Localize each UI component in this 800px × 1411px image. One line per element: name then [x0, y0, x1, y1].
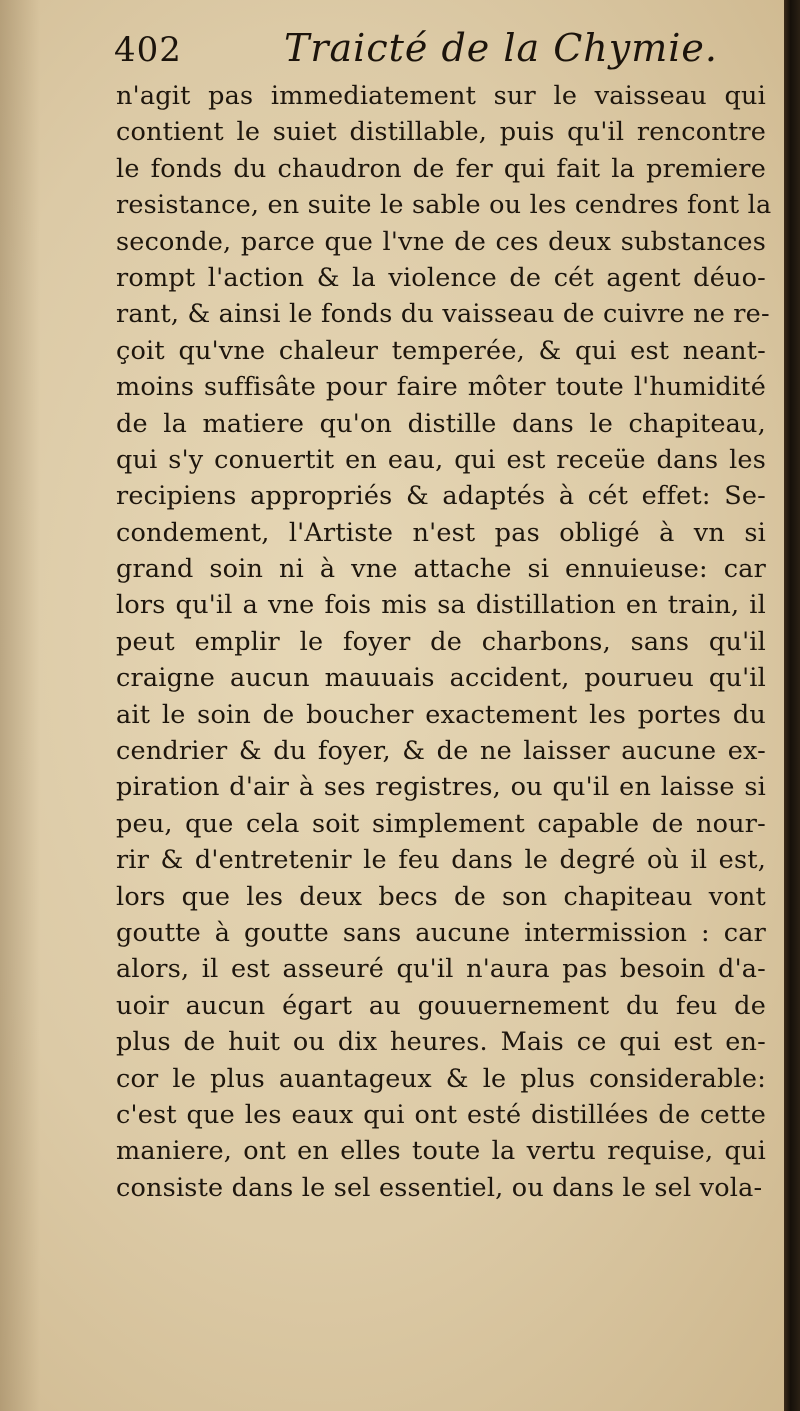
text-line: rompt l'action & la violence de cét agent déuo-: [116, 262, 766, 293]
text-line: alors, il est asseuré qu'il n'aura pas besoin d'a-: [116, 954, 766, 985]
text-line: de la matiere qu'on distille dans le chapiteau,: [116, 408, 766, 439]
text-line: contient le suiet distillable, puis qu'il rencontre: [116, 117, 766, 148]
text-line: lors qu'il a vne fois mis sa distillation en train, il: [116, 590, 766, 621]
text-line: peut emplir le foyer de charbons, sans qu'il: [116, 626, 766, 657]
text-line: craigne aucun mauuais accident, pourueu qu'il: [116, 663, 766, 694]
text-line: condement, l'Artiste n'est pas obligé à vn si: [116, 517, 766, 548]
text-line: plus de huit ou dix heures. Mais ce qui est en-: [116, 1027, 766, 1058]
page-header: [114, 22, 718, 82]
text-line: seconde, parce que l'vne de ces deux substances: [116, 226, 766, 257]
text-line: cor le plus auantageux & le plus considerable:: [116, 1063, 766, 1094]
page-number: 402: [114, 30, 182, 70]
text-line: lors que les deux becs de son chapiteau vont: [116, 881, 766, 912]
text-line: n'agit pas immediatement sur le vaisseau qui: [116, 81, 766, 111]
text-line: qui s'y conuertit en eau, qui est receüe dans les: [116, 444, 766, 475]
page-edge: [784, 0, 800, 1411]
text-line: maniere, ont en elles toute la vertu requise, qui: [116, 1136, 766, 1167]
text-line: le fonds du chaudron de fer qui fait la premiere: [116, 153, 766, 184]
text-line: uoir aucun égart au gouuernement du feu de: [116, 990, 766, 1021]
text-line: ait le soin de boucher exactement les portes du: [116, 699, 766, 730]
text-line: piration d'air à ses registres, ou qu'il en laisse si: [116, 772, 766, 803]
text-line: cendrier & du foyer, & de ne laisser aucune ex-: [116, 736, 766, 767]
text-line: rant, & ainsi le fonds du vaisseau de cuivre ne re-: [116, 299, 770, 330]
body-text: [116, 78, 772, 1206]
text-line: c'est que les eaux qui ont esté distillées de cette: [116, 1099, 766, 1130]
text-line: rir & d'entretenir le feu dans le degré où il est,: [116, 845, 766, 876]
text-line: consiste dans le sel essentiel, ou dans le sel vola-: [116, 1172, 763, 1203]
text-line: resistance, en suite le sable ou les cendres font la: [116, 190, 772, 221]
text-line: moins suffisâte pour faire môter toute l'humidité: [116, 372, 766, 403]
text-line: çoit qu'vne chaleur temperée, & qui est neant-: [116, 335, 766, 366]
text-line: grand soin ni à vne attache si ennuieuse: car: [116, 554, 766, 585]
text-line: goutte à goutte sans aucune intermission : car: [116, 917, 766, 948]
gutter-shadow: [0, 0, 40, 1411]
text-line: recipiens appropriés & adaptés à cét effet: Se-: [116, 481, 766, 512]
running-title: Traicté de la Chymie.: [284, 26, 718, 70]
text-line: peu, que cela soit simplement capable de nour-: [116, 808, 766, 839]
